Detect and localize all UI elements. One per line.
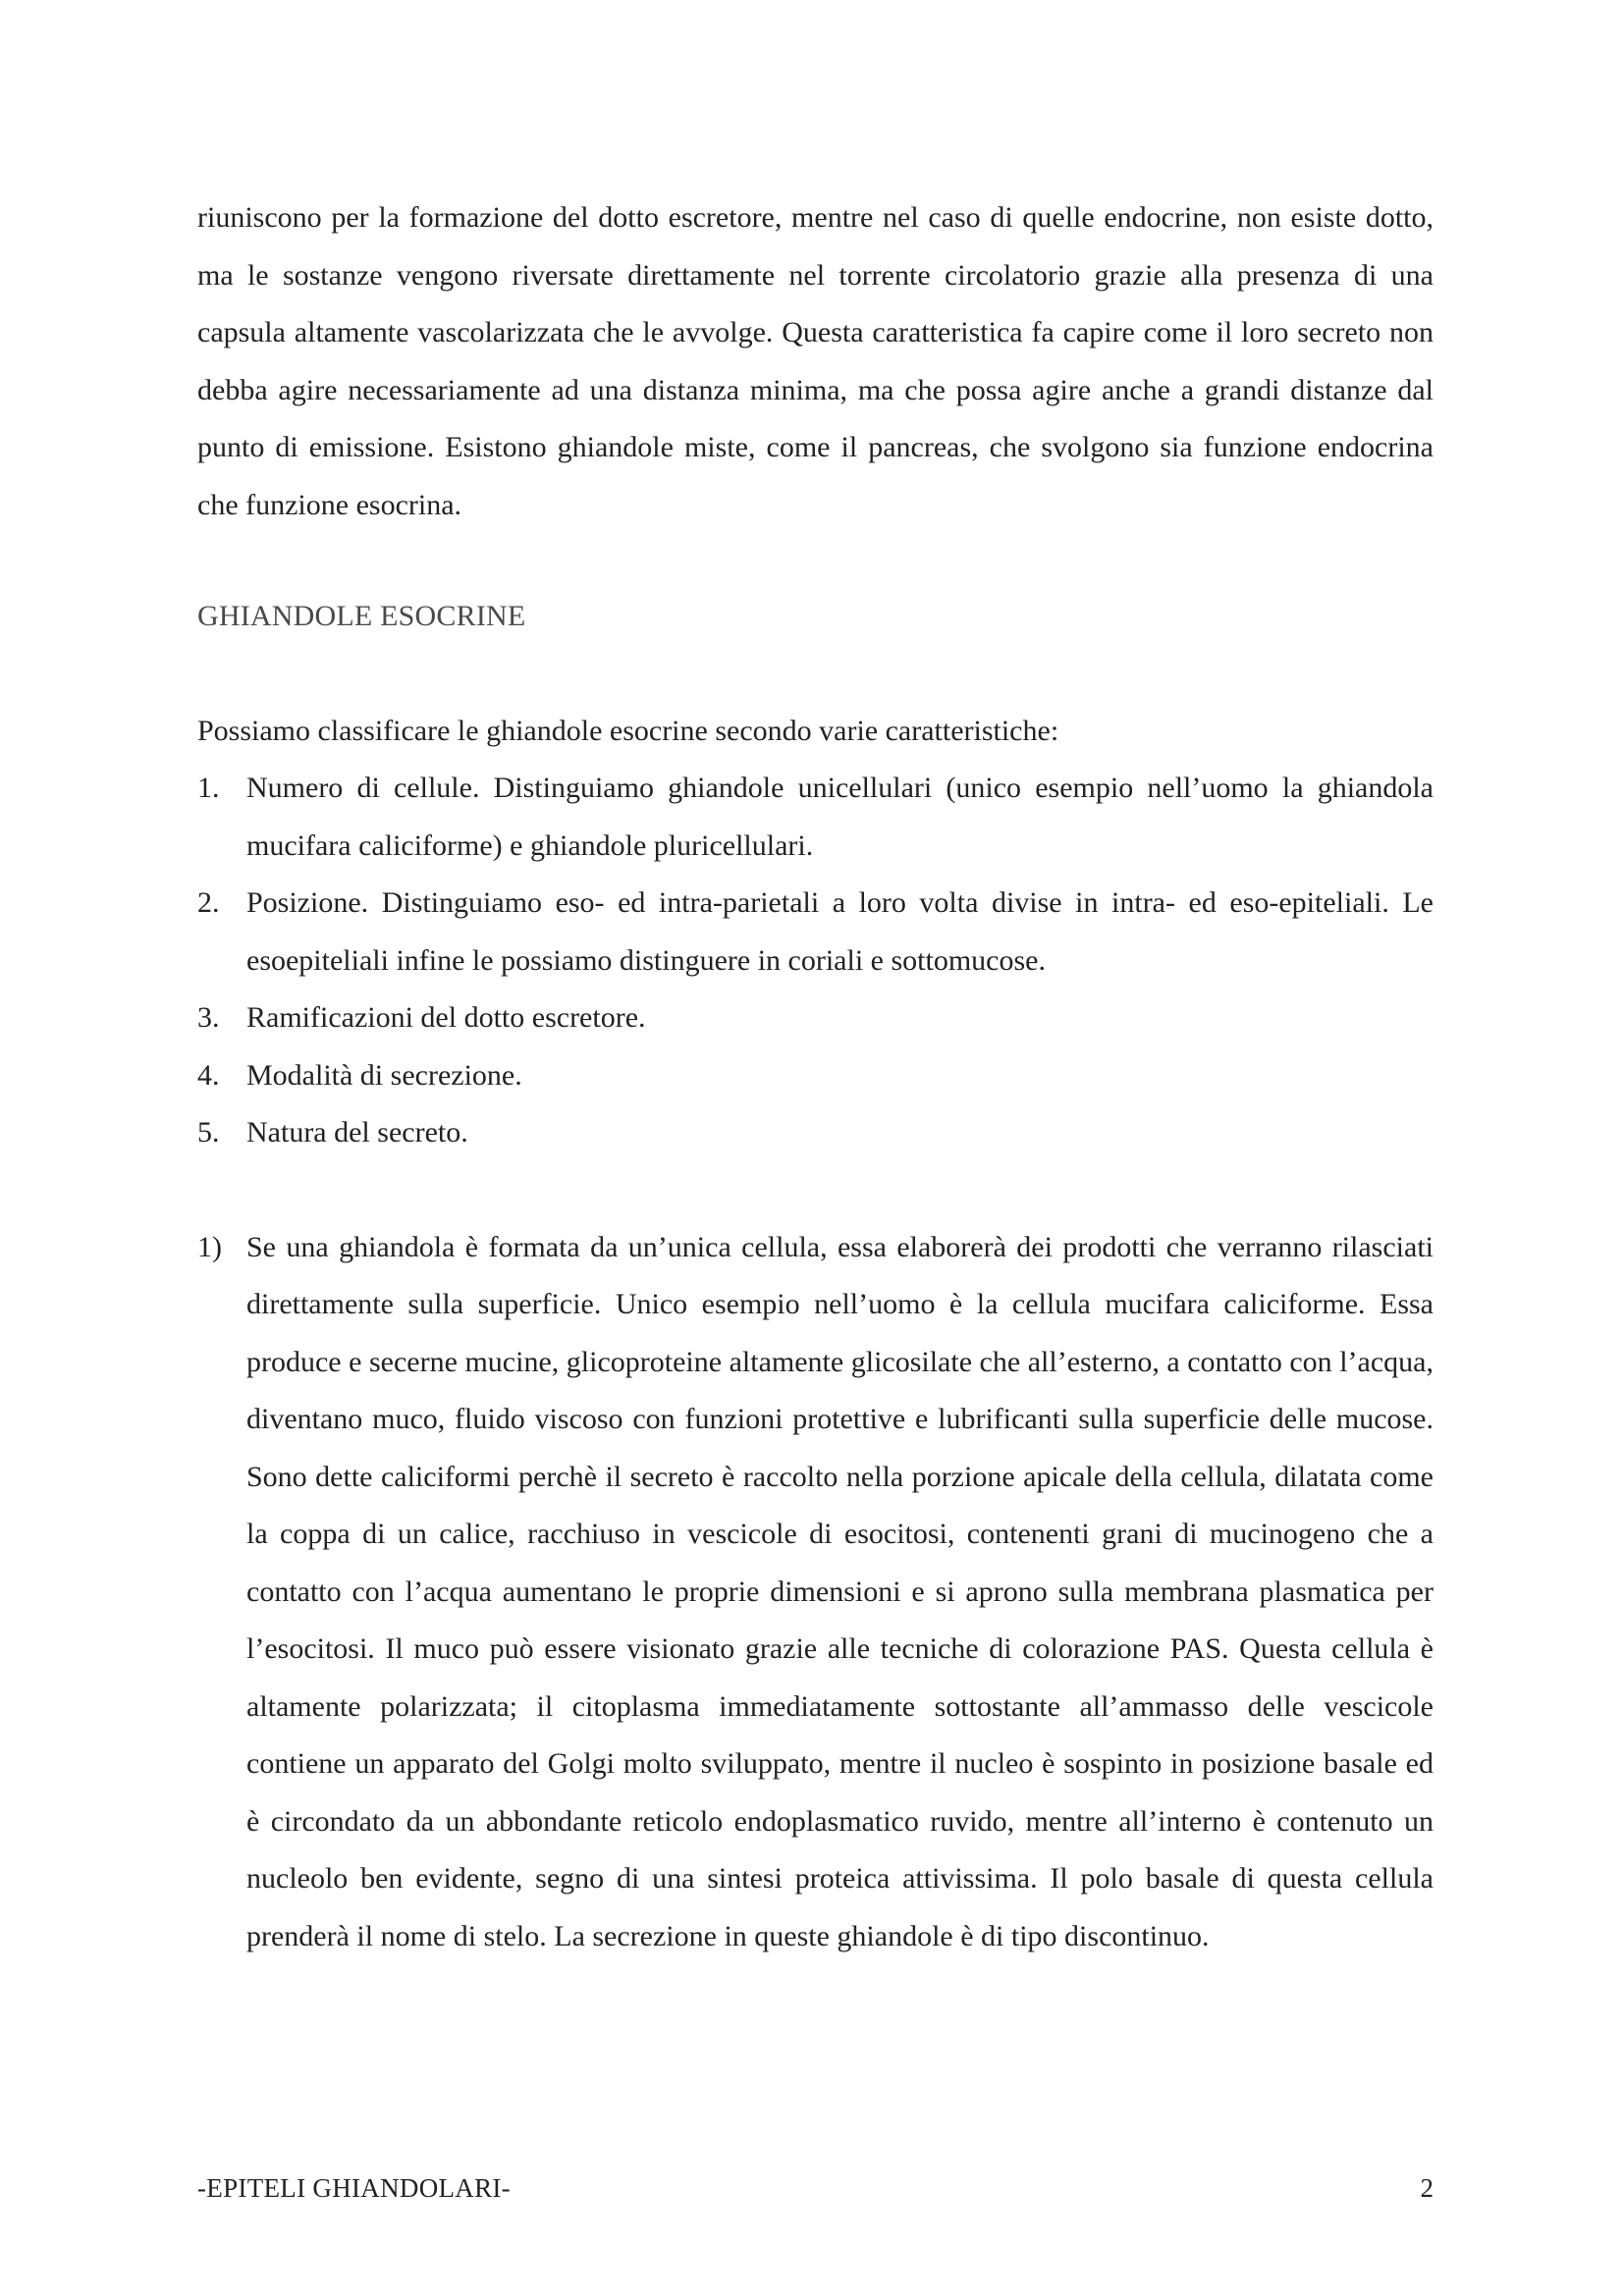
list-item-number: 1. <box>197 772 220 804</box>
list-item-text: Modalità di secrezione. <box>246 1058 522 1092</box>
list-item-number: 4. <box>197 1058 220 1092</box>
detail-text: Se una ghiandola è formata da un’unica cellula, essa elaborerà dei prodotti che verranno rilasciati direttamente sulla superficie. Unico esempio nell’uomo è la cellula mucifara caliciforme. Essa produce e secerne mucine, glicoproteine altamente glicosilate che all’esterno, a contatto con l’acqua, diventano muco, fluido viscoso con funzioni protettive e lubrificanti sulla superficie delle mucose. Sono dette caliciformi perchè il secreto è raccolto nella porzione apicale della cellula, dilatata come la coppa di un calice, racchiuso in vescicole di esocitosi, contenenti grani di mucinogeno che a contatto con l’acqua aumentano le proprie dimensioni e si aprono sulla membrana plasmatica per l’esocitosi. Il muco può essere visionato grazie alle tecniche di colorazione PAS. Questa cellula è altamente polarizzata; il citoplasma immediatamente sottostante all’ammasso delle vescicole contiene un apparato del Golgi molto sviluppato, mentre il nucleo è sospinto in posizione basale ed è circondato da un abbondante reticolo endoplasmatico ruvido, mentre all’interno è contenuto un nucleolo ben evidente, segno di una sintesi proteica attivissima. Il polo basale di questa cellula prenderà il nome di stelo. La secrezione in queste ghiandole è di tipo discontinuo. <box>246 1230 1434 1952</box>
classification-list <box>197 760 1434 1162</box>
list-item <box>197 1047 1434 1105</box>
list-item-number: 5. <box>197 1116 220 1148</box>
list-item-text: Ramificazioni del dotto escretore. <box>246 1001 646 1034</box>
section-heading: GHIANDOLE ESOCRINE <box>197 600 526 632</box>
list-item <box>197 760 1434 875</box>
page-number: 2 <box>1420 2173 1434 2203</box>
detail-number: 1) <box>197 1230 222 1263</box>
list-item-text: Numero di cellule. Distinguiamo ghiandole unicellulari (unico esempio nell’uomo la ghiandola mucifara caliciforme) e ghiandole pluricellulari. <box>246 772 1434 862</box>
detail-paragraph <box>197 1219 1434 1966</box>
footer-title: -EPITELI GHIANDOLARI- <box>197 2173 511 2203</box>
page-body <box>197 189 1434 1965</box>
list-item <box>197 1104 1434 1162</box>
list-item-number: 2. <box>197 886 220 919</box>
list-item <box>197 875 1434 989</box>
list-item-text: Natura del secreto. <box>246 1116 468 1148</box>
list-item-text: Posizione. Distinguiamo eso- ed intra-parietali a loro volta divise in intra- ed eso-epiteliali. Le esoepiteliali infine le possiamo distinguere in coriali e sottomucose. <box>246 886 1434 977</box>
list-item <box>197 989 1434 1047</box>
list-item-number: 3. <box>197 1001 220 1034</box>
opening-paragraph: riuniscono per la formazione del dotto escretore, mentre nel caso di quelle endocrine, non esiste dotto, ma le sostanze vengono riversate direttamente nel torrente circolatorio grazie alla presenza di una capsula altamente vascolarizzata che le avvolge. Questa caratteristica fa capire come il loro secreto non debba agire necessariamente ad una distanza minima, ma che possa agire anche a grandi distanze dal punto di emissione. Esistono ghiandole miste, come il pancreas, che svolgono sia funzione endocrina che funzione esocrina. <box>197 201 1434 521</box>
section-intro: Possiamo classificare le ghiandole esocrine secondo varie caratteristiche: <box>197 714 1059 747</box>
